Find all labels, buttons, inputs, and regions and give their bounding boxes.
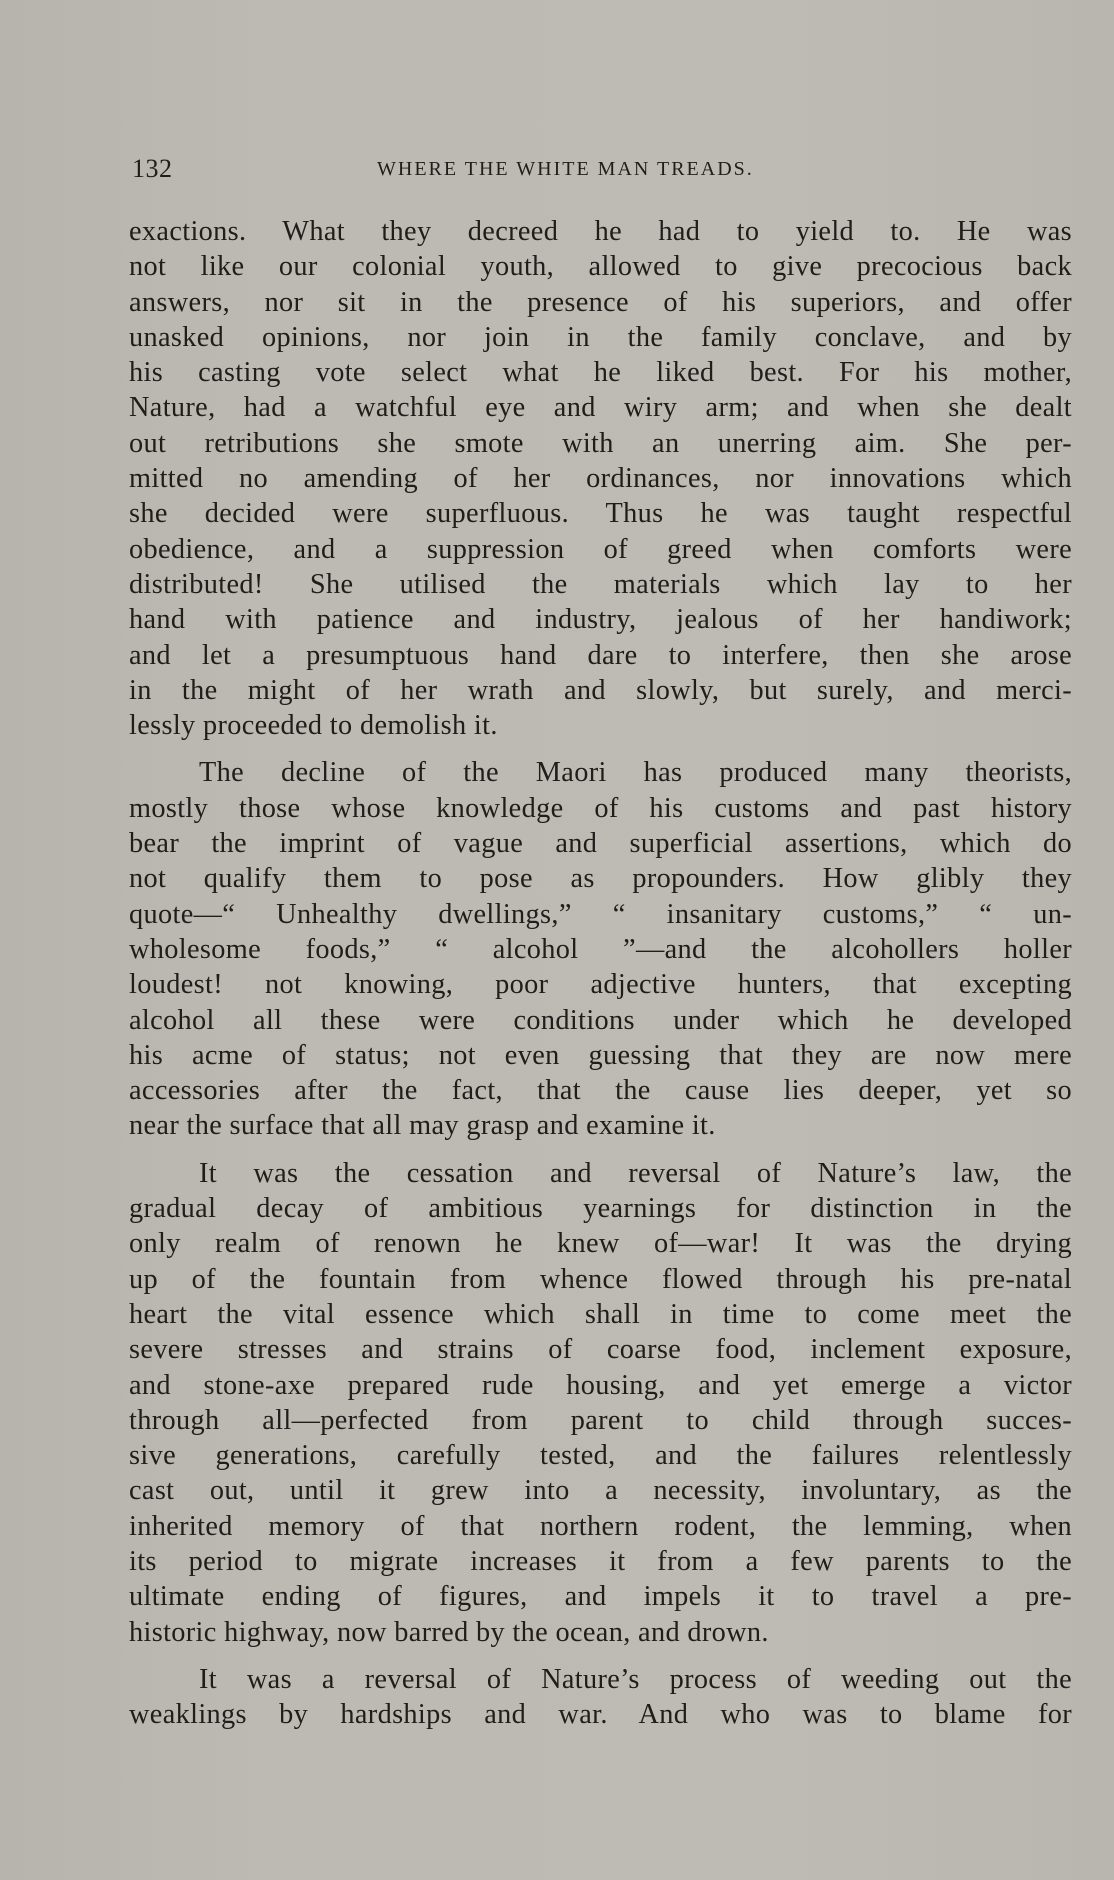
- paragraph-gap: [129, 743, 1072, 755]
- text-line: distributed! She utilised the materials which lay to her: [129, 568, 1072, 600]
- text-line: near the surface that all may grasp and examine it.: [129, 1110, 716, 1142]
- text-line: Nature, had a watchful eye and wiry arm; and when she dealt: [129, 392, 1072, 424]
- text-line: mitted no amending of her ordinances, nor innovations which: [129, 463, 1072, 495]
- text-line: unasked opinions, nor join in the family conclave, and by: [129, 321, 1072, 353]
- text-line: accessories after the fact, that the cause lies deeper, yet so: [129, 1075, 1072, 1107]
- paragraph: [129, 1156, 1072, 1650]
- text-line: his casting vote select what he liked best. For his mother,: [129, 357, 1072, 389]
- paragraph: [129, 755, 1072, 1143]
- text-line: lessly proceeded to demolish it.: [129, 710, 498, 742]
- text-line: not like our colonial youth, allowed to give precocious back: [129, 251, 1072, 283]
- text-line: cast out, until it grew into a necessity, involuntary, as the: [129, 1475, 1072, 1507]
- text-line: hand with patience and industry, jealous of her handiwork;: [129, 604, 1072, 636]
- text-line: up of the fountain from whence flowed through his pre-natal: [129, 1263, 1072, 1295]
- text-line: through all—perfected from parent to child through succes-: [129, 1404, 1072, 1436]
- text-line: its period to migrate increases it from a few parents to the: [129, 1545, 1072, 1577]
- text-line: bear the imprint of vague and superficial assertions, which do: [129, 828, 1072, 860]
- text-line: inherited memory of that northern rodent, the lemming, when: [129, 1510, 1072, 1542]
- running-title: WHERE THE WHITE MAN TREADS.: [377, 158, 754, 180]
- text-line: sive generations, carefully tested, and the failures relentlessly: [129, 1440, 1072, 1472]
- text-line: ultimate ending of figures, and impels it to travel a pre-: [129, 1581, 1072, 1613]
- text-line: out retributions she smote with an unerring aim. She per-: [129, 427, 1072, 459]
- paragraph: [129, 1662, 1072, 1733]
- text-line: quote—“ Unhealthy dwellings,” “ insanitary customs,” “ un-: [129, 898, 1072, 930]
- text-line: It was the cessation and reversal of Nature’s law, the: [199, 1157, 1072, 1189]
- paragraph-gap: [129, 1650, 1072, 1662]
- text-line: historic highway, now barred by the ocean, and drown.: [129, 1616, 769, 1648]
- text-line: and stone-axe prepared rude housing, and yet emerge a victor: [129, 1369, 1072, 1401]
- paragraph-gap: [129, 1144, 1072, 1156]
- text-line: not qualify them to pose as propounders. How glibly they: [129, 863, 1072, 895]
- text-line: and let a presumptuous hand dare to interfere, then she arose: [129, 639, 1072, 671]
- text-line: only realm of renown he knew of—war! It was the drying: [129, 1228, 1072, 1260]
- text-line: loudest! not knowing, poor adjective hunters, that excepting: [129, 969, 1072, 1001]
- text-line: heart the vital essence which shall in time to come meet the: [129, 1298, 1072, 1330]
- text-line: gradual decay of ambitious yearnings for distinction in the: [129, 1193, 1072, 1225]
- text-line: weaklings by hardships and war. And who was to blame for: [129, 1699, 1072, 1731]
- text-line: exactions. What they decreed he had to yield to. He was: [129, 216, 1072, 247]
- text-line: in the might of her wrath and slowly, but surely, and merci-: [129, 674, 1072, 706]
- text-line: his acme of status; not even guessing that they are now mere: [129, 1039, 1072, 1071]
- text-line: severe stresses and strains of coarse food, inclement exposure,: [129, 1334, 1072, 1366]
- text-line: answers, nor sit in the presence of his superiors, and offer: [129, 286, 1072, 318]
- text-line: alcohol all these were conditions under which he developed: [129, 1004, 1072, 1036]
- text-line: mostly those whose knowledge of his customs and past history: [129, 792, 1072, 824]
- page-number: 132: [132, 154, 173, 183]
- text-line: she decided were superfluous. Thus he was taught respectful: [129, 498, 1072, 530]
- running-head: [132, 154, 1072, 184]
- text-line: obedience, and a suppression of greed when comforts were: [129, 533, 1072, 565]
- paragraph: [129, 214, 1072, 743]
- body-text: [129, 214, 1072, 1731]
- text-line: wholesome foods,” “ alcohol ”—and the alcohollers holler: [129, 933, 1072, 965]
- text-line: It was a reversal of Nature’s process of weeding out the: [199, 1663, 1072, 1695]
- text-line: The decline of the Maori has produced many theorists,: [199, 757, 1072, 789]
